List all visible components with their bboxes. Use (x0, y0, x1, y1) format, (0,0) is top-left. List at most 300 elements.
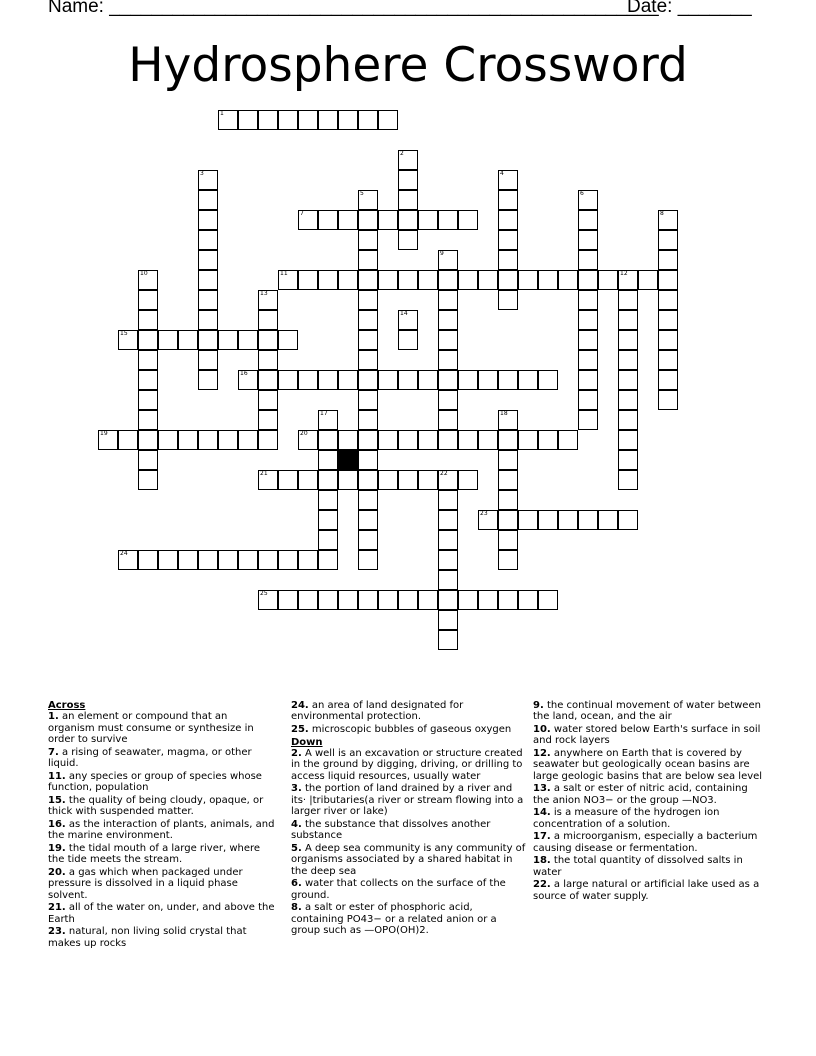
grid-cell[interactable] (218, 330, 238, 350)
grid-cell[interactable] (618, 450, 638, 470)
grid-cell[interactable] (238, 550, 258, 570)
clue-number: 23 (480, 510, 488, 517)
clue-item-number: 18. (533, 855, 551, 867)
clue-item (533, 855, 763, 878)
grid-cell[interactable] (338, 110, 358, 130)
grid-cell[interactable] (258, 410, 278, 430)
grid-cell[interactable] (258, 390, 278, 410)
grid-cell[interactable] (578, 310, 598, 330)
grid-cell[interactable] (518, 510, 538, 530)
grid-cell[interactable] (658, 290, 678, 310)
grid-cell[interactable] (218, 110, 238, 130)
grid-cell[interactable] (298, 210, 318, 230)
grid-cell[interactable] (298, 110, 318, 130)
grid-cell[interactable] (358, 450, 378, 470)
grid-cell[interactable] (358, 370, 378, 390)
clue-item-text: a salt or ester of phosphoric acid, containing PO43− or a related anion or a group such as —OPO(OH)2. (291, 902, 497, 937)
clue-item-number: 17. (533, 831, 551, 843)
grid-cell[interactable] (178, 550, 198, 570)
grid-cell[interactable] (198, 310, 218, 330)
grid-cell[interactable] (538, 430, 558, 450)
grid-cell[interactable] (258, 370, 278, 390)
grid-cell[interactable] (498, 410, 518, 430)
clue-item-text: an element or compound that an organism must consume or synthesize in order to survive (48, 711, 254, 746)
grid-cell[interactable] (318, 270, 338, 290)
grid-cell[interactable] (658, 330, 678, 350)
grid-cell[interactable] (218, 550, 238, 570)
clue-item-number: 5. (291, 842, 302, 854)
grid-cell[interactable] (578, 330, 598, 350)
grid-cell[interactable] (318, 490, 338, 510)
grid-cell[interactable] (498, 530, 518, 550)
clue-item-text: A well is an excavation or structure created in the ground by digging, driving, or drilling to access liquid resources, usually water (291, 748, 523, 782)
grid-cell[interactable] (358, 470, 378, 490)
grid-cell[interactable] (438, 510, 458, 530)
grid-cell[interactable] (138, 550, 158, 570)
grid-cell[interactable] (398, 230, 418, 250)
page-title: Hydrosphere Crossword (128, 38, 688, 93)
grid-cell[interactable] (318, 110, 338, 130)
grid-cell[interactable] (578, 350, 598, 370)
clue-item (533, 831, 763, 854)
grid-cell[interactable] (658, 350, 678, 370)
grid-cell[interactable] (338, 430, 358, 450)
grid-cell[interactable] (438, 370, 458, 390)
grid-cell[interactable] (418, 370, 438, 390)
grid-cell[interactable] (178, 430, 198, 450)
grid-cell[interactable] (138, 330, 158, 350)
clue-column-3 (533, 700, 763, 903)
grid-cell[interactable] (358, 330, 378, 350)
grid-cell[interactable] (378, 590, 398, 610)
grid-cell[interactable] (258, 590, 278, 610)
grid-cell[interactable] (438, 250, 458, 270)
grid-cell[interactable] (438, 610, 458, 630)
grid-cell[interactable] (498, 510, 518, 530)
grid-cell[interactable] (278, 550, 298, 570)
grid-cell[interactable] (518, 370, 538, 390)
grid-cell[interactable] (358, 550, 378, 570)
grid-cell[interactable] (238, 330, 258, 350)
clue-item-number: 6. (291, 878, 302, 890)
grid-cell[interactable] (578, 190, 598, 210)
grid-cell[interactable] (618, 330, 638, 350)
grid-cell[interactable] (298, 270, 318, 290)
grid-cell[interactable] (438, 530, 458, 550)
grid-cell[interactable] (438, 330, 458, 350)
grid-cell[interactable] (118, 430, 138, 450)
grid-cell[interactable] (578, 370, 598, 390)
clue-item-text: a large natural or artificial lake used as a source of water supply. (533, 879, 760, 902)
clue-item-text: is a measure of the hydrogen ion concentration of a solution. (533, 807, 720, 830)
grid-cell[interactable] (318, 210, 338, 230)
grid-cell[interactable] (458, 470, 478, 490)
clue-item-number: 13. (533, 783, 551, 795)
clue-item-text: a salt or ester of nitric acid, containing the anion NO3− or the group —NO3. (533, 783, 748, 806)
across-clue-list (48, 711, 276, 949)
grid-cell[interactable] (358, 410, 378, 430)
grid-cell[interactable] (358, 290, 378, 310)
grid-cell[interactable] (458, 270, 478, 290)
clue-item (48, 795, 276, 818)
grid-cell[interactable] (398, 270, 418, 290)
grid-cell[interactable] (258, 470, 278, 490)
grid-cell[interactable] (318, 410, 338, 430)
grid-cell[interactable] (298, 430, 318, 450)
clue-item (533, 783, 763, 806)
grid-cell[interactable] (198, 290, 218, 310)
clue-item-number: 2. (291, 748, 302, 759)
grid-cell[interactable] (118, 550, 138, 570)
grid-cell[interactable] (258, 350, 278, 370)
grid-cell[interactable] (478, 430, 498, 450)
clue-item-number: 9. (533, 700, 544, 711)
grid-cell[interactable] (138, 270, 158, 290)
clue-item (533, 700, 763, 723)
grid-cell[interactable] (158, 550, 178, 570)
grid-cell[interactable] (518, 270, 538, 290)
grid-cell[interactable] (358, 510, 378, 530)
grid-cell[interactable] (498, 550, 518, 570)
grid-cell[interactable] (198, 370, 218, 390)
grid-cell[interactable] (358, 110, 378, 130)
grid-cell[interactable] (498, 170, 518, 190)
grid-cell[interactable] (478, 270, 498, 290)
grid-cell[interactable] (138, 410, 158, 430)
clue-number: 8 (660, 210, 664, 217)
grid-cell[interactable] (378, 110, 398, 130)
grid-cell[interactable] (618, 290, 638, 310)
clue-number: 5 (360, 190, 364, 197)
grid-cell[interactable] (438, 430, 458, 450)
grid-cell[interactable] (198, 550, 218, 570)
grid-cell[interactable] (498, 270, 518, 290)
grid-cell[interactable] (278, 270, 298, 290)
grid-cell[interactable] (258, 430, 278, 450)
clue-column-1 (48, 700, 276, 950)
grid-cell[interactable] (358, 230, 378, 250)
grid-cell[interactable] (438, 470, 458, 490)
grid-cell[interactable] (358, 210, 378, 230)
grid-cell[interactable] (578, 410, 598, 430)
grid-cell[interactable] (478, 510, 498, 530)
grid-cell[interactable] (338, 470, 358, 490)
grid-cell[interactable] (278, 110, 298, 130)
grid-cell[interactable] (438, 390, 458, 410)
grid-cell[interactable] (338, 210, 358, 230)
grid-cell[interactable] (378, 270, 398, 290)
grid-cell[interactable] (298, 470, 318, 490)
grid-cell[interactable] (318, 590, 338, 610)
clue-item-text: any species or group of species whose function, population (48, 770, 262, 794)
grid-cell[interactable] (618, 410, 638, 430)
grid-cell[interactable] (378, 210, 398, 230)
grid-cell[interactable] (258, 550, 278, 570)
grid-cell[interactable] (638, 270, 658, 290)
grid-cell[interactable] (138, 470, 158, 490)
grid-cell[interactable] (618, 430, 638, 450)
grid-cell[interactable] (398, 170, 418, 190)
grid-cell[interactable] (318, 450, 338, 470)
grid-cell[interactable] (298, 590, 318, 610)
grid-cell[interactable] (258, 310, 278, 330)
grid-cell[interactable] (258, 110, 278, 130)
grid-cell[interactable] (498, 490, 518, 510)
clue-number: 3 (200, 170, 204, 177)
grid-cell[interactable] (418, 430, 438, 450)
grid-cell[interactable] (258, 330, 278, 350)
grid-cell[interactable] (178, 330, 198, 350)
grid-cell[interactable] (518, 430, 538, 450)
clue-item (291, 819, 527, 842)
grid-cell[interactable] (138, 450, 158, 470)
grid-cell[interactable] (198, 230, 218, 250)
clue-number: 12 (620, 270, 628, 277)
grid-cell[interactable] (438, 550, 458, 570)
clue-item (48, 902, 276, 925)
black-cell (338, 450, 358, 470)
grid-cell[interactable] (418, 210, 438, 230)
grid-cell[interactable] (658, 370, 678, 390)
grid-cell[interactable] (618, 310, 638, 330)
grid-cell[interactable] (138, 290, 158, 310)
grid-cell[interactable] (558, 270, 578, 290)
clue-number: 13 (260, 290, 268, 297)
clue-number: 22 (440, 470, 448, 477)
grid-cell[interactable] (318, 530, 338, 550)
grid-cell[interactable] (398, 210, 418, 230)
clue-item-text: the total quantity of dissolved salts in water (533, 855, 743, 878)
grid-cell[interactable] (498, 250, 518, 270)
grid-cell[interactable] (598, 270, 618, 290)
grid-cell[interactable] (658, 230, 678, 250)
grid-cell[interactable] (358, 350, 378, 370)
grid-cell[interactable] (298, 550, 318, 570)
grid-cell[interactable] (358, 270, 378, 290)
clue-number: 16 (240, 370, 248, 377)
clue-number: 18 (500, 410, 508, 417)
grid-cell[interactable] (318, 550, 338, 570)
grid-cell[interactable] (538, 370, 558, 390)
grid-cell[interactable] (478, 590, 498, 610)
grid-cell[interactable] (618, 370, 638, 390)
grid-cell[interactable] (138, 310, 158, 330)
grid-cell[interactable] (578, 390, 598, 410)
clue-number: 6 (580, 190, 584, 197)
grid-cell[interactable] (358, 590, 378, 610)
grid-cell[interactable] (318, 430, 338, 450)
grid-cell[interactable] (138, 370, 158, 390)
clue-item-number: 23. (48, 926, 66, 938)
grid-cell[interactable] (358, 530, 378, 550)
grid-cell[interactable] (458, 370, 478, 390)
clue-item (48, 819, 276, 842)
grid-cell[interactable] (618, 510, 638, 530)
grid-cell[interactable] (438, 490, 458, 510)
grid-cell[interactable] (418, 270, 438, 290)
grid-cell[interactable] (138, 350, 158, 370)
clue-item (48, 867, 276, 901)
clue-item (48, 843, 276, 866)
grid-cell[interactable] (418, 590, 438, 610)
grid-cell[interactable] (438, 410, 458, 430)
grid-cell[interactable] (438, 310, 458, 330)
grid-cell[interactable] (358, 310, 378, 330)
grid-cell[interactable] (578, 290, 598, 310)
grid-cell[interactable] (318, 370, 338, 390)
grid-cell[interactable] (498, 290, 518, 310)
grid-cell[interactable] (598, 510, 618, 530)
grid-cell[interactable] (478, 370, 498, 390)
grid-cell[interactable] (538, 270, 558, 290)
grid-cell[interactable] (198, 270, 218, 290)
grid-cell[interactable] (398, 190, 418, 210)
clue-number: 24 (120, 550, 128, 557)
grid-cell[interactable] (618, 350, 638, 370)
grid-cell[interactable] (658, 270, 678, 290)
grid-cell[interactable] (238, 430, 258, 450)
grid-cell[interactable] (378, 470, 398, 490)
grid-cell[interactable] (618, 270, 638, 290)
clue-item (291, 748, 527, 782)
clue-number: 14 (400, 310, 408, 317)
grid-cell[interactable] (458, 590, 478, 610)
grid-cell[interactable] (138, 390, 158, 410)
grid-cell[interactable] (498, 430, 518, 450)
grid-cell[interactable] (378, 430, 398, 450)
grid-cell[interactable] (378, 370, 398, 390)
clue-item (291, 878, 527, 901)
clue-number: 17 (320, 410, 328, 417)
clue-item-text: water that collects on the surface of the ground. (291, 878, 506, 901)
grid-cell[interactable] (458, 210, 478, 230)
grid-cell[interactable] (398, 330, 418, 350)
grid-cell[interactable] (498, 190, 518, 210)
clue-item-text: natural, non living solid crystal that makes up rocks (48, 926, 247, 949)
grid-cell[interactable] (498, 370, 518, 390)
clue-number: 11 (280, 270, 288, 277)
clue-item-text: the quality of being cloudy, opaque, or thick with suspended matter. (48, 794, 264, 818)
grid-cell[interactable] (158, 330, 178, 350)
grid-cell[interactable] (358, 490, 378, 510)
grid-cell[interactable] (438, 590, 458, 610)
grid-cell[interactable] (538, 510, 558, 530)
grid-cell[interactable] (278, 370, 298, 390)
down-clue-list-continued (533, 700, 763, 902)
grid-cell[interactable] (218, 430, 238, 450)
clue-item-text: a gas which when packaged under pressure is dissolved in a liquid phase solvent. (48, 866, 243, 901)
grid-cell[interactable] (98, 430, 118, 450)
grid-cell[interactable] (198, 170, 218, 190)
clue-number: 4 (500, 170, 504, 177)
grid-cell[interactable] (198, 190, 218, 210)
grid-cell[interactable] (338, 370, 358, 390)
grid-cell[interactable] (438, 570, 458, 590)
grid-cell[interactable] (438, 290, 458, 310)
grid-cell[interactable] (578, 510, 598, 530)
grid-cell[interactable] (618, 390, 638, 410)
grid-cell[interactable] (278, 330, 298, 350)
clue-item (48, 711, 276, 745)
grid-cell[interactable] (358, 390, 378, 410)
grid-cell[interactable] (198, 430, 218, 450)
grid-cell[interactable] (438, 350, 458, 370)
clue-number: 25 (260, 590, 268, 597)
grid-cell[interactable] (438, 270, 458, 290)
grid-cell[interactable] (238, 110, 258, 130)
grid-cell[interactable] (558, 430, 578, 450)
grid-cell[interactable] (418, 470, 438, 490)
grid-cell[interactable] (238, 370, 258, 390)
down-heading: Down (291, 736, 323, 748)
grid-cell[interactable] (338, 270, 358, 290)
grid-cell[interactable] (278, 470, 298, 490)
clue-item-number: 7. (48, 746, 59, 758)
grid-cell[interactable] (398, 470, 418, 490)
grid-cell[interactable] (438, 630, 458, 650)
grid-cell[interactable] (578, 250, 598, 270)
grid-cell[interactable] (458, 430, 478, 450)
grid-cell[interactable] (358, 250, 378, 270)
grid-cell[interactable] (138, 430, 158, 450)
clue-item (48, 926, 276, 949)
grid-cell[interactable] (578, 270, 598, 290)
grid-cell[interactable] (438, 210, 458, 230)
grid-cell[interactable] (498, 210, 518, 230)
grid-cell[interactable] (318, 470, 338, 490)
grid-cell[interactable] (618, 470, 638, 490)
grid-cell[interactable] (558, 510, 578, 530)
grid-cell[interactable] (198, 350, 218, 370)
grid-cell[interactable] (578, 230, 598, 250)
clue-item (291, 902, 527, 936)
grid-cell[interactable] (158, 430, 178, 450)
grid-cell[interactable] (578, 210, 598, 230)
clue-item-text: a microorganism, especially a bacterium causing disease or fermentation. (533, 831, 758, 854)
grid-cell[interactable] (398, 370, 418, 390)
grid-cell[interactable] (198, 210, 218, 230)
clue-number: 10 (140, 270, 148, 277)
grid-cell[interactable] (498, 450, 518, 470)
grid-cell[interactable] (498, 230, 518, 250)
grid-cell[interactable] (298, 370, 318, 390)
grid-cell[interactable] (318, 510, 338, 530)
grid-cell[interactable] (198, 330, 218, 350)
grid-cell[interactable] (658, 210, 678, 230)
grid-cell[interactable] (338, 590, 358, 610)
grid-cell[interactable] (538, 590, 558, 610)
grid-cell[interactable] (358, 190, 378, 210)
grid-cell[interactable] (118, 330, 138, 350)
clue-item (533, 807, 763, 830)
clue-item-number: 8. (291, 902, 302, 914)
clue-number: 21 (260, 470, 268, 477)
grid-cell[interactable] (498, 590, 518, 610)
grid-cell[interactable] (278, 590, 298, 610)
grid-cell[interactable] (658, 390, 678, 410)
grid-cell[interactable] (658, 250, 678, 270)
grid-cell[interactable] (398, 430, 418, 450)
grid-cell[interactable] (398, 590, 418, 610)
grid-cell[interactable] (658, 310, 678, 330)
grid-cell[interactable] (358, 430, 378, 450)
grid-cell[interactable] (258, 290, 278, 310)
grid-cell[interactable] (198, 250, 218, 270)
grid-cell[interactable] (518, 590, 538, 610)
grid-cell[interactable] (398, 150, 418, 170)
grid-cell[interactable] (398, 310, 418, 330)
grid-cell[interactable] (498, 470, 518, 490)
